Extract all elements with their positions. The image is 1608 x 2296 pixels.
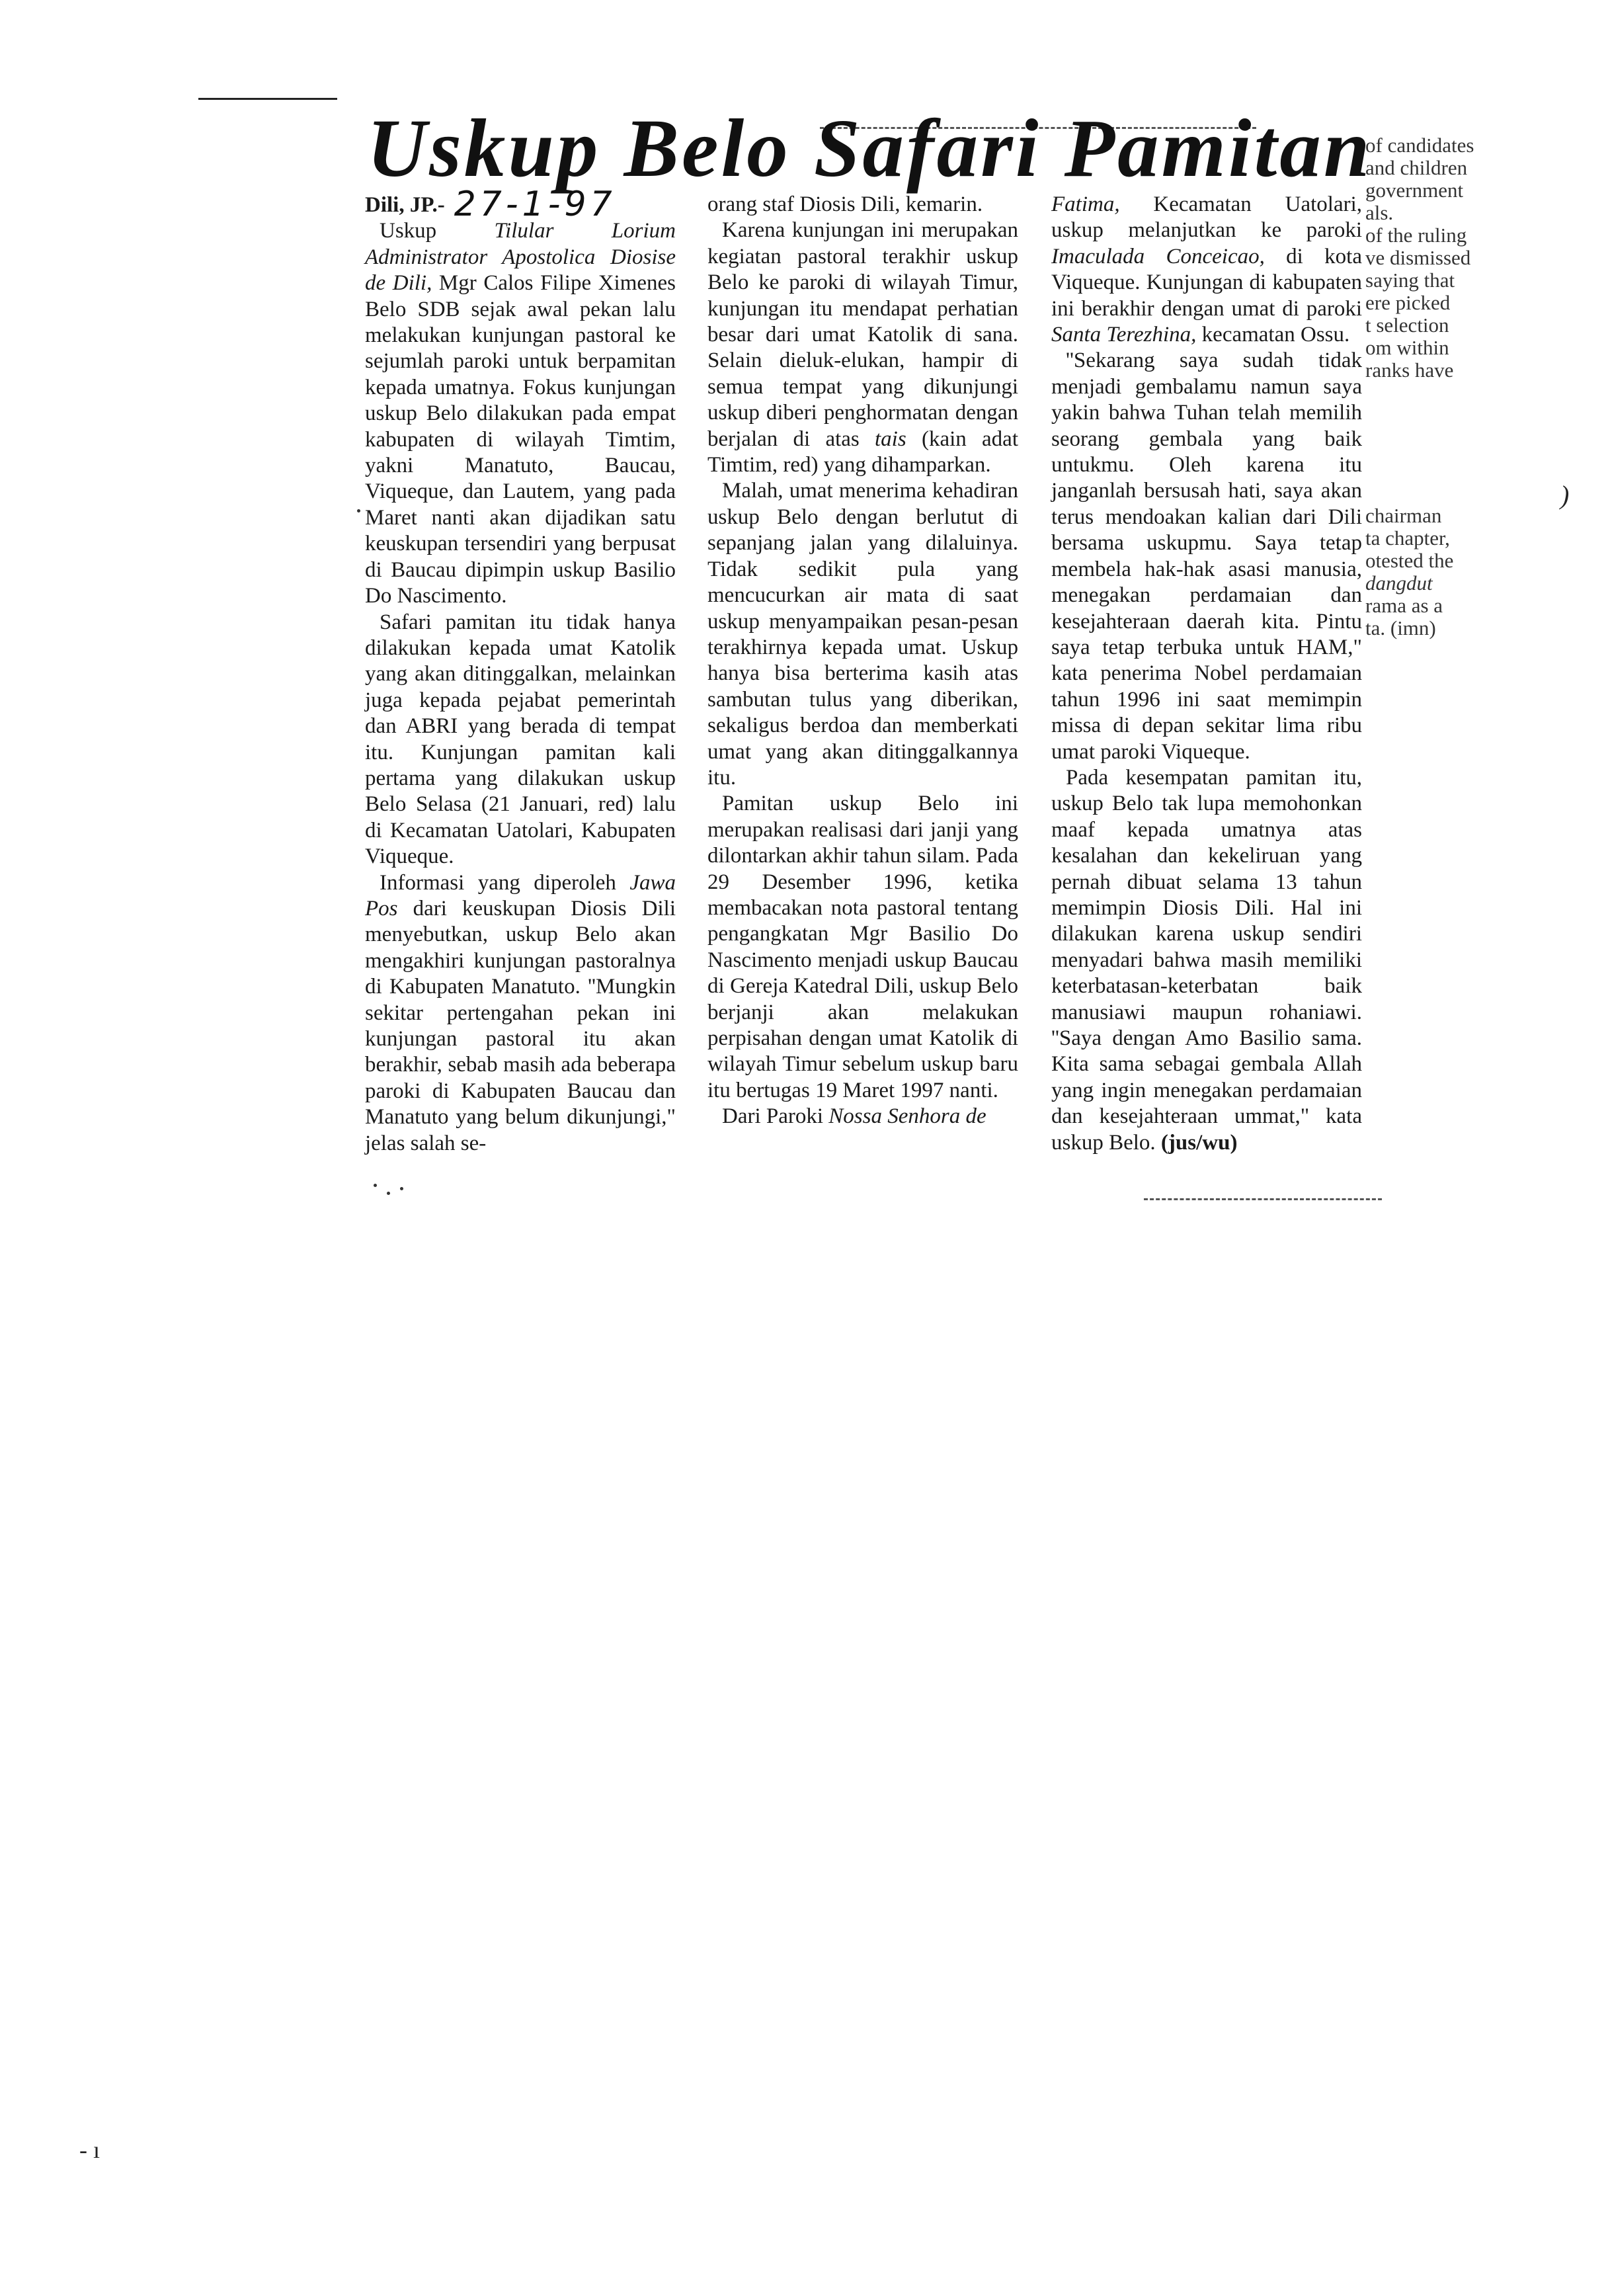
dateline: Dili, JP.-: [365, 193, 445, 217]
article-paragraph: [365, 610, 676, 870]
article-paragraph: [707, 218, 1018, 478]
article-paragraph: [707, 192, 1018, 218]
handwritten-date: 27-1-97: [454, 184, 616, 224]
paragraph-text: Nossa Senhora de: [828, 1104, 986, 1129]
scan-speck: [400, 1187, 403, 1190]
article-paragraph: [1051, 765, 1362, 1156]
adjacent-clipping-block-1: [1365, 134, 1557, 382]
clipping-line: om within: [1365, 336, 1449, 359]
clipping-line: and children: [1365, 156, 1468, 179]
paragraph-text: orang staf Diosis Dili, kemarin.: [707, 192, 983, 216]
clipping-line: ve dismissed: [1365, 246, 1471, 269]
clipping-line: ta chapter,: [1365, 526, 1450, 550]
paragraph-text: Fatima,: [1051, 192, 1120, 216]
paragraph-text: Malah, umat menerima kehadiran uskup Belo dengan berlutut di sepanjang jalan yang dilaluinya. Tidak sedikit pula yang mencucurkan air mata di saat uskup menyampaikan pesan-pesan terakhirnya kepada umat. Uskup hanya bisa berterima kasih atas sambutan tulus yang diberikan, sekaligus berdoa dan memberkati umat yang akan ditinggalkannya itu.: [707, 479, 1018, 790]
right-margin-mark: ): [1560, 480, 1570, 510]
paragraph-text: Pada kesempatan pamitan itu, uskup Belo tak lupa memohonkan maaf kepada umatnya atas kesalahan dan kekeliruan yang pernah dibuat selama 13 tahun memimpin Diosis Dili. Hal ini dilakukan karena uskup sendiri menyadari bahwa masih memiliki keterbatasan-keterbatan baik manusiawi maupun rohaniawi. ''Saya dengan Amo Basilio sama. Kita sama sebagai gembala Allah yang ingin menegakan perdamaian dan kesejahteraan ummat," kata uskup Belo.: [1051, 765, 1362, 1155]
scan-speck: [387, 1192, 390, 1195]
paragraph-text: Safari pamitan itu tidak hanya dilakukan kepada umat Katolik yang akan ditinggalkan, melainkan juga kepada pejabat pemerintah dan ABRI yang berada di tempat itu. Kunjungan pamitan kali pertama yang dilakukan uskup Belo Selasa (21 Januari, red) lalu di Kecamatan Uatolari, Kabupaten Viqueque.: [365, 610, 676, 869]
bottom-dashed-rule: [1144, 1198, 1382, 1200]
adjacent-clipping-block-2: [1365, 505, 1557, 639]
paragraph-text: di kota Viqueque. Kunjungan di kabupaten ini berakhir dengan umat di paroki: [1051, 244, 1362, 321]
paragraph-text: Mgr Calos Filipe Ximenes Belo SDB sejak awal pekan lalu melakukan kunjungan pastoral ke sejumlah paroki untuk berpamitan kepada umatnya. Fokus kunjungan uskup Belo dilakukan pada empat kabupaten di wilayah Timtim, yakni Manatuto, Baucau, Viqueque, dan Lautem, yang pada Maret nanti akan dijadikan satu keuskupan tersendiri yang berpusat di Baucau dipimpin uskup Basilio Do Nascimento.: [365, 271, 676, 608]
dateline-row: [365, 184, 676, 224]
paragraph-text: Kecamatan Uatolari, uskup melanjutkan ke paroki: [1051, 192, 1362, 243]
article-paragraph: [365, 218, 676, 609]
clipping-line: saying that: [1365, 268, 1455, 292]
article-paragraph: [1051, 192, 1362, 348]
article-paragraph: [707, 478, 1018, 791]
paragraph-text: dari keuskupan Diosis Dili menyebutkan, uskup Belo akan mengakhiri kunjungan pastoralnya di Kabupaten Manatuto. ''Mungkin sekitar pertengahan pekan ini kunjungan pastoral itu akan berakhir, sebab masih ada beberapa paroki di Kabupaten Baucau dan Manatuto yang belum dikunjungi," jelas salah se-: [365, 896, 676, 1155]
scan-speck: [357, 509, 360, 512]
clipping-line: ranks have: [1365, 358, 1454, 382]
headline: Uskup Belo Safari Pamitan: [367, 103, 1373, 194]
clipping-line: of the ruling: [1365, 224, 1467, 247]
article-column-3: [1051, 192, 1362, 1156]
clipping-line: of candidates: [1365, 134, 1474, 157]
paragraph-text: Tilular Lorium Administrator Apostolica Diosise de Dili,: [365, 219, 676, 296]
paragraph-text: Jawa Pos: [365, 870, 676, 921]
clipping-line: dangdut: [1365, 571, 1433, 594]
clipping-line: ta. (imn): [1365, 616, 1436, 639]
paragraph-text: Karena kunjungan ini merupakan kegiatan pastoral terakhir uskup Belo ke paroki di wilayah Timur, kunjungan itu mendapat perhatian besar dari umat Katolik di sana. Selain dieluk-elukan, hampir di semua tempat yang dikunjungi uskup diberi penghormatan dengan berjalan di atas: [707, 218, 1018, 451]
article-paragraph: [365, 870, 676, 1157]
article-paragraph: [707, 791, 1018, 1104]
paragraph-text: Dari Paroki: [722, 1104, 829, 1129]
article-paragraph: [707, 1104, 1018, 1129]
adjacent-clipping: [1365, 89, 1557, 662]
paragraph-text: ''Sekarang saya sudah tidak menjadi gembalamu namun saya yakin bahwa Tuhan telah memilih seorang gembala yang baik untukmu. Oleh karena itu janganlah bersusah hati, saya akan terus mendoakan kalian dari Dili bersama uskupmu. Saya tetap membela hak-hak asasi manusia, menegakan perdamaian dan kesejahteraan daerah kita. Pintu saya tetap terbuka untuk HAM," kata penerima Nobel perdamaian tahun 1996 ini saat memimpin missa di depan sekitar lima ribu umat paroki Viqueque.: [1051, 348, 1362, 764]
clipping-line: otested the: [1365, 549, 1454, 572]
paragraph-text: (kain adat Timtim, red) yang dihamparkan.: [707, 427, 1018, 477]
article-paragraph: [1051, 348, 1362, 765]
article-column-1: [365, 184, 676, 1157]
clipping-line: t selection: [1365, 313, 1449, 337]
paragraph-text: tais: [875, 427, 906, 451]
clipping-line: government: [1365, 179, 1464, 202]
paragraph-text: Santa Terezhina,: [1051, 323, 1197, 347]
paragraph-text: Imaculada Conceicao,: [1051, 244, 1265, 268]
clipping-line: ere picked: [1365, 291, 1451, 314]
bottom-left-mark: - ı: [79, 2137, 100, 2163]
paragraph-text: Informasi yang diperoleh: [380, 870, 630, 895]
paragraph-text: kecamatan Ossu.: [1196, 323, 1350, 347]
top-left-rule: [198, 98, 337, 100]
paragraph-text: Pamitan uskup Belo ini merupakan realisasi dari janji yang dilontarkan akhir tahun silam. Pada 29 Desember 1996, ketika membacakan nota pastoral tentang pengangkatan Mgr Basilio Do Nascimento menjadi uskup Baucau di Gereja Katedral Dili, uskup Belo berjanji akan melakukan perpisahan dengan umat Katolik di wilayah Timur sebelum uskup baru itu bertugas 19 Maret 1997 nanti.: [707, 792, 1018, 1102]
scan-speck: [374, 1184, 377, 1187]
paragraph-text: Uskup: [380, 219, 495, 243]
clipping-line: rama as a: [1365, 594, 1443, 617]
clipping-line: als.: [1365, 201, 1394, 224]
author-credit: (jus/wu): [1160, 1130, 1238, 1155]
article-column-2: [707, 192, 1018, 1130]
clipping-line: chairman: [1365, 504, 1442, 527]
